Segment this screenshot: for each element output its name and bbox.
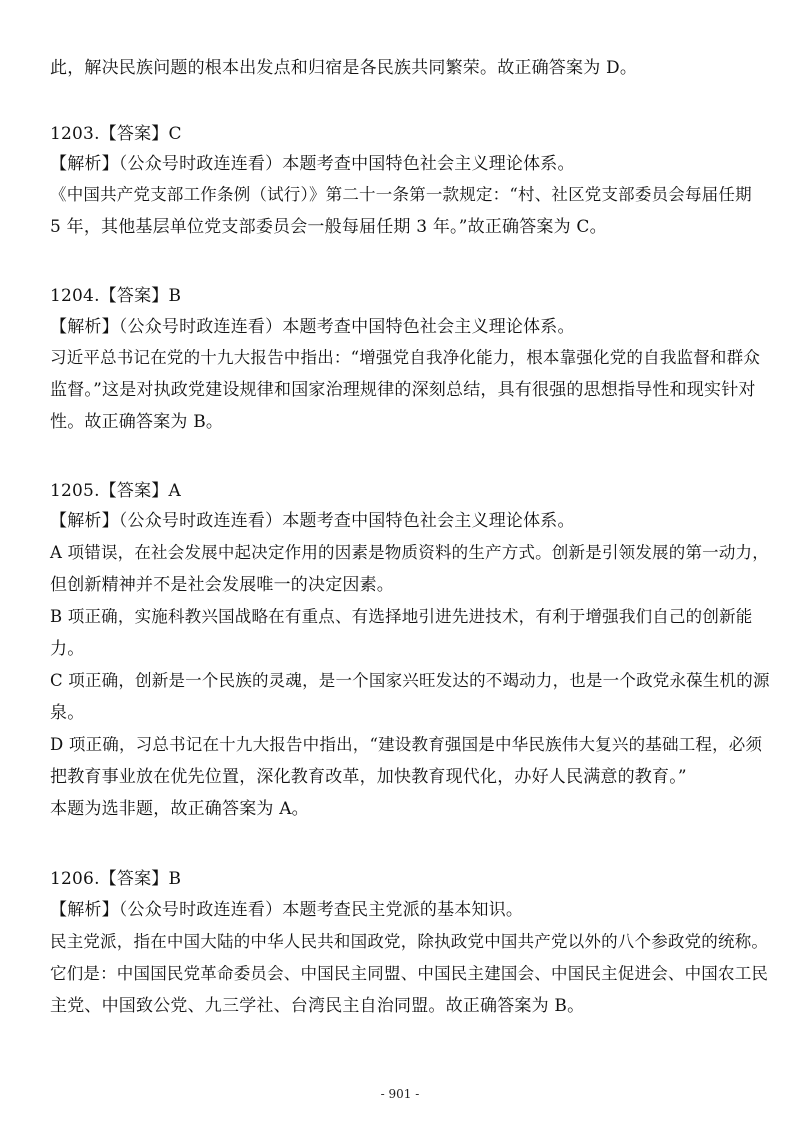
question-1205-text-line: A 项错误，在社会发展中起决定作用的因素是物质资料的生产方式。创新是引领发展的第一动力， bbox=[50, 543, 769, 562]
question-1205-text-line: 泉。 bbox=[50, 703, 85, 723]
question-1205-text-line: B 项正确，实施科教兴国战略在有重点、有选择地引进先进技术，有利于增强我们自己的创新能 bbox=[50, 607, 753, 626]
question-1204-heading: 1204.【答案】B bbox=[50, 286, 182, 306]
question-1206-text-line: 主党、中国致公党、九三学社、台湾民主自治同盟。故正确答案为 B。 bbox=[50, 996, 585, 1016]
question-1203-heading: 1203.【答案】C bbox=[50, 124, 182, 144]
question-1205-text-line: D 项正确，习总书记在十九大报告中指出，“建设教育强国是中华民族伟大复兴的基础工程，必须 bbox=[50, 735, 763, 754]
question-1206-text-line: 它们是：中国国民党革命委员会、中国民主同盟、中国民主建国会、中国民主促进会、中国农工民 bbox=[50, 964, 769, 983]
question-1205-text-line: 把教育事业放在优先位置，深化教育改革，加快教育现代化，办好人民满意的教育。” bbox=[50, 767, 687, 787]
question-1205-text-line: 但创新精神并不是社会发展唯一的决定因素。 bbox=[50, 575, 394, 595]
question-1204-text-line: 性。故正确答案为 B。 bbox=[50, 412, 224, 432]
question-1205-text-line: C 项正确，创新是一个民族的灵魂，是一个国家兴旺发达的不竭动力，也是一个政党永葆生机的源 bbox=[50, 671, 770, 690]
question-1205-heading: 1205.【答案】A bbox=[50, 481, 181, 501]
question-1206-heading: 1206.【答案】B bbox=[50, 869, 182, 889]
intro-continuation: 此，解决民族问题的根本出发点和归宿是各民族共同繁荣。故正确答案为 D。 bbox=[50, 58, 638, 78]
question-1203-text-line: 《中国共产党支部工作条例（试行）》第二十一条第一款规定：“村、社区党支部委员会每届任期 bbox=[50, 185, 752, 204]
question-1203-analysis: 【解析】（公众号时政连连看）本题考查中国特色社会主义理论体系。 bbox=[50, 154, 575, 174]
question-1204-text-line: 习近平总书记在党的十九大报告中指出：“增强党自我净化能力，根本靠强化党的自我监督和群众 bbox=[50, 348, 761, 367]
question-1206-analysis: 【解析】（公众号时政连连看）本题考查民主党派的基本知识。 bbox=[50, 900, 524, 920]
page-number: - 901 - bbox=[380, 1087, 420, 1101]
question-1204-text-line: 监督。”这是对执政党建设规律和国家治理规律的深刻总结，具有很强的思想指导性和现实针对 bbox=[50, 380, 756, 400]
question-1204-analysis: 【解析】（公众号时政连连看）本题考查中国特色社会主义理论体系。 bbox=[50, 317, 575, 337]
question-1206-text-line: 民主党派，指在中国大陆的中华人民共和国政党，除执政党中国共产党以外的八个参政党的统称。 bbox=[50, 932, 769, 951]
question-1205-text-line: 力。 bbox=[50, 639, 85, 659]
question-1205-text-line: 本题为选非题，故正确答案为 A。 bbox=[50, 799, 309, 819]
question-1205-analysis: 【解析】（公众号时政连连看）本题考查中国特色社会主义理论体系。 bbox=[50, 511, 575, 531]
question-1203-text-line: 5 年，其他基层单位党支部委员会一般每届任期 3 年。”故正确答案为 C。 bbox=[50, 217, 607, 237]
